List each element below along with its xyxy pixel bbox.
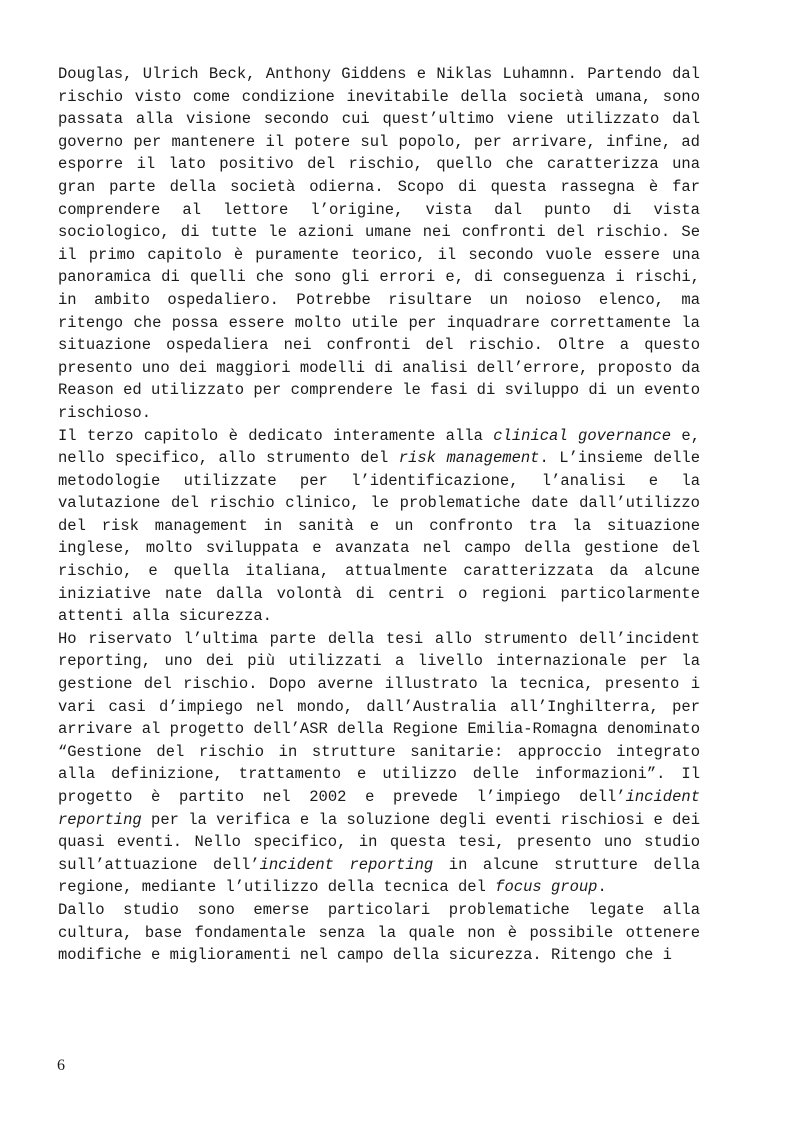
text-run: Ho riservato l’ultima parte della tesi allo strumento dell’incident reporting, uno dei più utilizzati a livello internazionale per la gestione del rischio. Dopo averne illustrato la tecnica, presento i vari casi d’impiego nel mondo, dall’Australia all’Inghilterra, per arrivare al progetto dell’ASR della Regione Emilia-Romagna denominato “Gestione del rischio in strutture sanitarie: approccio integrato alla definizione, trattamento e utilizzo delle informazioni”. Il progetto è partito nel 2002 e prevede l’impiego dell’ (58, 629, 700, 806)
paragraph (58, 899, 700, 967)
text-run: . L’insieme delle metodologie utilizzate per l’identificazione, l’analisi e la valutazione del rischio clinico, le problematiche date dall’utilizzo del risk management in sanità e un confronto tra la situazione inglese, molto sviluppata e avanzata nel campo della gestione del rischio, e quella italiana, attualmente caratterizzata da alcune iniziative nate dalla volontà di centri o regioni particolarmente attenti alla sicurezza. (58, 449, 700, 626)
text-run: e, nello specifico, allo strumento del (58, 426, 701, 468)
text-run: Douglas, Ulrich Beck, Anthony Giddens e Niklas Luhamnn. Partendo dal rischio visto come condizione inevitabile della società umana, sono passata alla visione secondo cui quest’ultimo viene utilizzato dal governo per mantenere il potere sul popolo, per arrivare, infine, ad esporre il lato positivo del rischio, quello che caratterizza una gran parte della società odierna. Scopo di questa rassegna è far comprendere al lettore l’origine, vista dal punto di vista sociologico, di tutte le azioni umane nei confronti del rischio. Se il primo capitolo è puramente teorico, il secondo vuole essere una panoramica di quelli che sono gli errori e, di conseguenza i rischi, in ambito ospedaliero. Potrebbe risultare un noioso elenco, ma ritengo che possa essere molto utile per inquadrare correttamente la situazione ospedaliera nei confronti del rischio. Oltre a questo presento uno dei maggiori modelli di analisi dell’errore, proposto da Reason ed utilizzato per comprendere le fasi di sviluppo di un evento rischioso. (58, 65, 700, 422)
page-number: 6 (57, 1057, 65, 1074)
paragraph (58, 425, 700, 628)
text-run: in alcune strutture della regione, mediante l’utilizzo della tecnica del (58, 855, 700, 897)
body-text (58, 63, 700, 967)
text-run: Dallo studio sono emerse particolari problematiche legate alla cultura, base fondamentale senza la quale non è possibile ottenere modifiche e miglioramenti nel campo della sicurezza. Ritengo che i (58, 900, 700, 965)
text-run: . (597, 878, 607, 897)
italic-text: clinical governance (493, 426, 672, 445)
italic-text: focus group (495, 878, 598, 897)
paragraph (58, 63, 700, 425)
italic-text: incident reporting (259, 855, 434, 874)
text-run: per la verifica e la soluzione degli eventi rischiosi e dei quasi eventi. Nello specifico, in questa tesi, presento uno studio sull’attuazione dell’ (58, 810, 700, 874)
paragraph (58, 628, 700, 899)
italic-text: risk management (398, 449, 540, 468)
text-run: Il terzo capitolo è dedicato interamente alla (58, 426, 494, 445)
italic-text: incident reporting (58, 788, 700, 829)
